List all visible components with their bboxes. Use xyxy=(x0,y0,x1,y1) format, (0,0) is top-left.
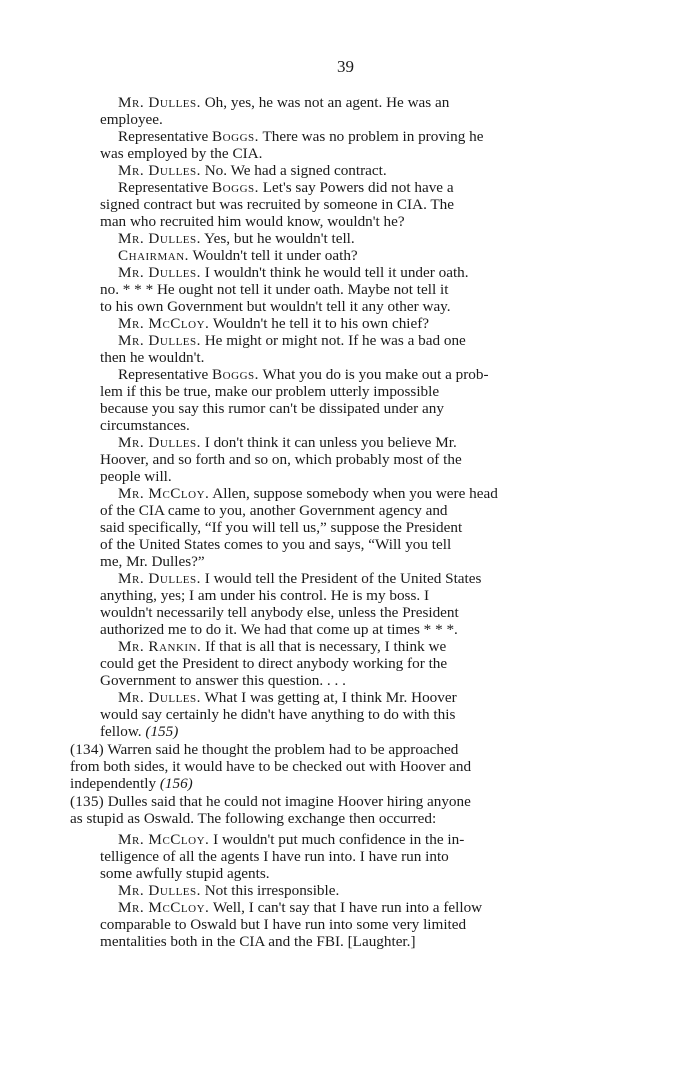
line-text: from both sides, it would have to be checked out with Hoover and xyxy=(70,758,472,775)
transcript-line xyxy=(100,587,429,604)
line-text: said specifically, “If you will tell us,” suppose the President xyxy=(100,519,463,536)
line-text: Warren said he thought the problem had to be approached xyxy=(103,741,459,758)
line-text: I don't think it can unless you believe Mr. xyxy=(200,434,457,451)
line-text: man who recruited him would know, wouldn't he? xyxy=(100,213,405,230)
line-text: then he wouldn't. xyxy=(100,349,205,366)
transcript-line xyxy=(100,865,270,882)
transcript-line xyxy=(100,145,262,162)
line-text: Wouldn't he tell it to his own chief? xyxy=(209,315,430,332)
transcript-line xyxy=(118,247,358,264)
line-text: to his own Government but wouldn't tell it any other way. xyxy=(100,298,451,315)
line-text: some awfully stupid agents. xyxy=(100,865,270,882)
line-text: Hoover, and so forth and so on, which probably most of the xyxy=(100,451,462,468)
transcript-line xyxy=(100,298,451,315)
line-text: What you do is you make out a prob- xyxy=(258,366,489,383)
transcript-line xyxy=(100,383,439,400)
speaker-name: Boggs. xyxy=(212,366,259,383)
transcript-line xyxy=(100,519,462,536)
speaker-name: Mr. Dulles. xyxy=(118,434,201,451)
speaker-name: Mr. McCloy. xyxy=(118,831,210,848)
transcript-line xyxy=(100,400,444,417)
line-text: Allen, suppose somebody when you were head xyxy=(209,485,498,502)
line-text: independently xyxy=(70,775,160,792)
speaker-name: Mr. Dulles. xyxy=(118,264,201,281)
transcript-line xyxy=(118,332,466,349)
transcript-line xyxy=(70,810,436,827)
line-text: people will. xyxy=(100,468,172,485)
transcript-line xyxy=(100,111,163,128)
paragraph-number: (135) xyxy=(70,793,104,810)
line-text: There was no problem in proving he xyxy=(258,128,484,145)
line-text: Well, I can't say that I have run into a fellow xyxy=(209,899,483,916)
line-text: because you say this rumor can't be dissipated under any xyxy=(100,400,444,417)
line-text: of the CIA came to you, another Government agency and xyxy=(100,502,448,519)
transcript-line xyxy=(118,162,387,179)
line-text: comparable to Oswald but I have run into some very limited xyxy=(100,916,467,933)
line-text: telligence of all the agents I have run into. I have run into xyxy=(100,848,449,865)
line-text: Representative xyxy=(118,179,213,196)
speaker-name: Boggs. xyxy=(212,179,259,196)
transcript-line xyxy=(118,570,481,587)
line-text: No. We had a signed contract. xyxy=(200,162,387,179)
transcript-line xyxy=(70,758,471,775)
transcript-line xyxy=(118,882,339,899)
line-text: fellow. xyxy=(100,723,146,740)
line-text: Oh, yes, he was not an agent. He was an xyxy=(200,94,450,111)
line-text: anything, yes; I am under his control. He is my boss. I xyxy=(100,587,430,604)
transcript-line xyxy=(100,196,454,213)
transcript-line xyxy=(100,553,205,570)
speaker-name: Mr. Dulles. xyxy=(118,162,201,179)
transcript-line xyxy=(100,672,346,689)
line-text: I would tell the President of the United States xyxy=(200,570,482,587)
transcript-line xyxy=(100,213,405,230)
line-text: lem if this be true, make our problem utterly impossible xyxy=(100,383,440,400)
transcript-line xyxy=(100,655,447,672)
transcript-line xyxy=(100,536,451,553)
line-text: I wouldn't think he would tell it under oath. xyxy=(200,264,469,281)
numbered-paragraph-line xyxy=(70,793,471,810)
transcript-line xyxy=(118,366,489,383)
line-text: could get the President to direct anybody working for the xyxy=(100,655,448,672)
line-text: Dulles said that he could not imagine Hoover hiring anyone xyxy=(103,793,471,810)
footnote-reference: (156) xyxy=(159,775,193,792)
page-number: 39 xyxy=(337,57,354,76)
transcript-line xyxy=(100,916,466,933)
line-text: was employed by the CIA. xyxy=(100,145,263,162)
speaker-name: Mr. Rankin. xyxy=(118,638,202,655)
transcript-line xyxy=(118,230,355,247)
line-text: mentalities both in the CIA and the FBI. [Laughter.] xyxy=(100,933,416,950)
transcript-line xyxy=(100,417,190,434)
line-text: He might or might not. If he was a bad one xyxy=(200,332,466,349)
line-text: authorized me to do it. We had that come up at times * * *. xyxy=(100,621,458,638)
line-text: as stupid as Oswald. The following exchange then occurred: xyxy=(70,810,437,827)
line-text: Representative xyxy=(118,366,213,383)
transcript-line xyxy=(118,128,483,145)
speaker-name: Mr. McCloy. xyxy=(118,315,210,332)
transcript-line xyxy=(100,933,416,950)
transcript-line xyxy=(100,349,204,366)
transcript-line xyxy=(118,638,446,655)
transcript-line xyxy=(100,723,178,740)
line-text: Not this irresponsible. xyxy=(200,882,340,899)
speaker-name: Mr. Dulles. xyxy=(118,230,201,247)
speaker-name: Boggs. xyxy=(212,128,259,145)
numbered-paragraph-line xyxy=(70,741,458,758)
speaker-name: Mr. Dulles. xyxy=(118,570,201,587)
transcript-line xyxy=(100,604,459,621)
transcript-line xyxy=(70,775,193,792)
line-text: If that is all that is necessary, I think we xyxy=(201,638,447,655)
line-text: employee. xyxy=(100,111,163,128)
speaker-name: Mr. Dulles. xyxy=(118,882,201,899)
transcript-line xyxy=(100,621,458,638)
transcript-line xyxy=(100,468,172,485)
transcript-line xyxy=(118,485,498,502)
speaker-name: Mr. Dulles. xyxy=(118,94,201,111)
transcript-line xyxy=(100,451,462,468)
line-text: me, Mr. Dulles?” xyxy=(100,553,205,570)
transcript-line xyxy=(118,434,457,451)
transcript-line xyxy=(118,179,454,196)
line-text: circumstances. xyxy=(100,417,190,434)
line-text: signed contract but was recruited by someone in CIA. The xyxy=(100,196,454,213)
line-text: wouldn't necessarily tell anybody else, unless the President xyxy=(100,604,459,621)
transcript-line xyxy=(100,502,448,519)
transcript-line xyxy=(100,848,449,865)
line-text: Let's say Powers did not have a xyxy=(258,179,454,196)
transcript-line xyxy=(100,706,455,723)
transcript-line xyxy=(118,315,429,332)
transcript-line xyxy=(118,899,482,916)
transcript-line xyxy=(118,831,464,848)
speaker-name: Chairman. xyxy=(118,247,189,264)
speaker-name: Mr. Dulles. xyxy=(118,689,201,706)
line-text: of the United States comes to you and says, “Will you tell xyxy=(100,536,452,553)
line-text: Government to answer this question. . . . xyxy=(100,672,346,689)
line-text: I wouldn't put much confidence in the in- xyxy=(209,831,465,848)
line-text: What I was getting at, I think Mr. Hoover xyxy=(200,689,457,706)
paragraph-number: (134) xyxy=(70,741,104,758)
speaker-name: Mr. McCloy. xyxy=(118,485,210,502)
transcript-line xyxy=(100,281,448,298)
speaker-name: Mr. Dulles. xyxy=(118,332,201,349)
line-text: Representative xyxy=(118,128,213,145)
line-text: would say certainly he didn't have anything to do with this xyxy=(100,706,456,723)
speaker-name: Mr. McCloy. xyxy=(118,899,210,916)
line-text: Yes, but he wouldn't tell. xyxy=(200,230,355,247)
line-text: Wouldn't tell it under oath? xyxy=(188,247,358,264)
line-text: no. * * * He ought not tell it under oath. Maybe not tell it xyxy=(100,281,449,298)
footnote-reference: (155) xyxy=(145,723,179,740)
transcript-line xyxy=(118,264,469,281)
transcript-line xyxy=(118,689,457,706)
transcript-line xyxy=(118,94,449,111)
